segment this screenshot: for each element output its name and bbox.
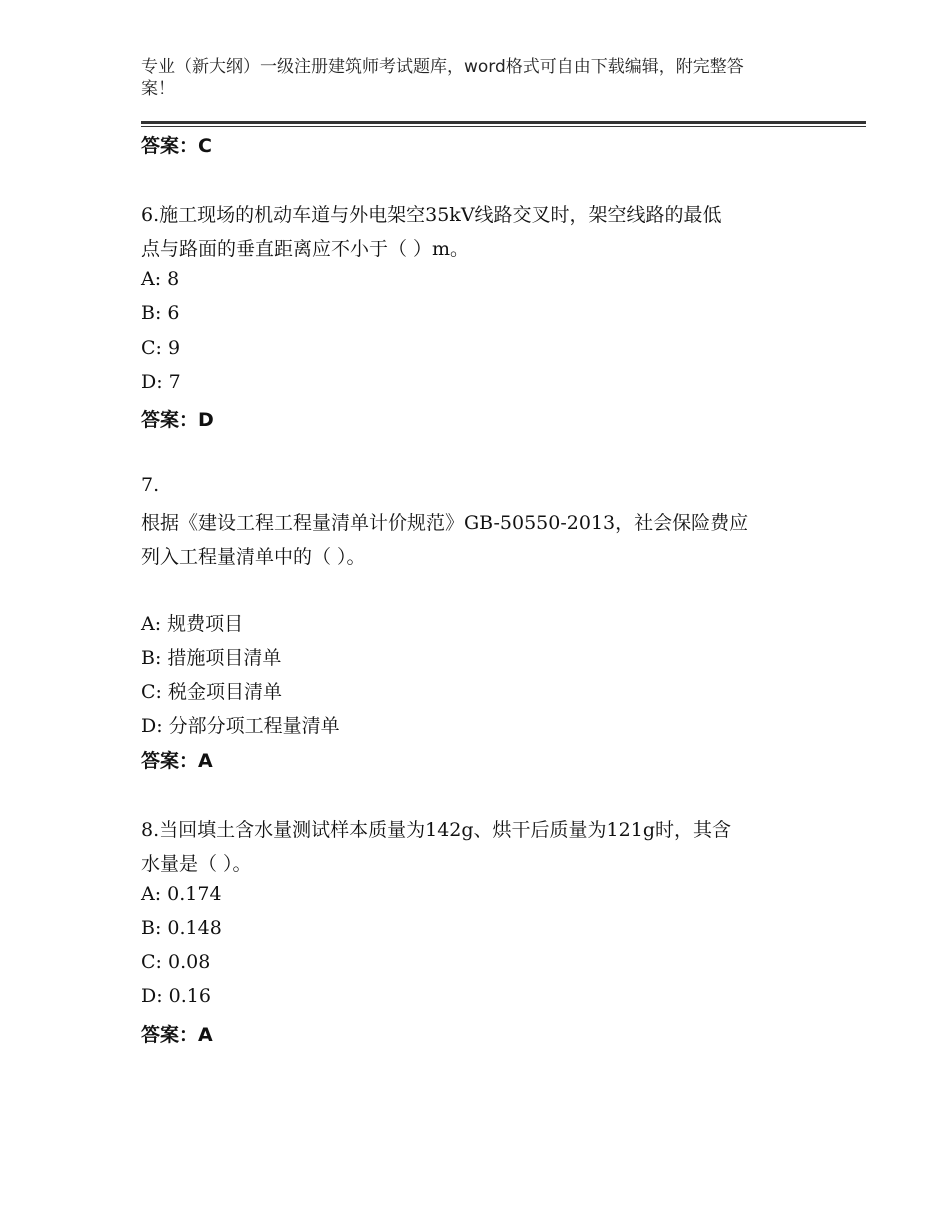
- header-line-2: 案！: [141, 79, 175, 99]
- document-header: [141, 56, 821, 100]
- q5-answer: 答案：C: [141, 135, 212, 157]
- q7-answer: 答案：A: [141, 750, 213, 772]
- q8-option-c: C: 0.08: [141, 951, 211, 973]
- q6-option-c: C: 9: [141, 337, 181, 359]
- q6-stem-line-1: 6.施工现场的机动车道与外电架空35kV线路交叉时，架空线路的最低: [141, 204, 722, 226]
- q8-answer: 答案：A: [141, 1024, 213, 1046]
- q7-option-c: C: 税金项目清单: [141, 681, 282, 703]
- header-rule-thick: [141, 121, 866, 124]
- q6-option-a: A: 8: [141, 268, 180, 290]
- q7-option-a: A: 规费项目: [141, 613, 244, 635]
- q6-option-d: D: 7: [141, 371, 181, 393]
- q7-stem-line-1: 根据《建设工程工程量清单计价规范》GB-50550-2013，社会保险费应: [141, 512, 749, 534]
- q7-stem-line-2: 列入工程量清单中的（ ）。: [141, 546, 366, 568]
- q8-option-a: A: 0.174: [141, 883, 222, 905]
- q8-stem-line-2: 水量是（ ）。: [141, 853, 252, 875]
- q6-stem-line-2: 点与路面的垂直距离应不小于（ ）m。: [141, 238, 470, 260]
- q8-option-b: B: 0.148: [141, 917, 222, 939]
- header-rule-thin: [141, 126, 866, 127]
- header-line-1: 专业（新大纲）一级注册建筑师考试题库，word格式可自由下载编辑，附完整答: [141, 57, 744, 77]
- q7-number: 7.: [141, 474, 160, 496]
- q6-option-b: B: 6: [141, 302, 180, 324]
- q7-option-d: D: 分部分项工程量清单: [141, 715, 340, 737]
- q6-answer: 答案：D: [141, 409, 214, 431]
- q8-option-d: D: 0.16: [141, 985, 211, 1007]
- q7-option-b: B: 措施项目清单: [141, 647, 282, 669]
- q8-stem-line-1: 8.当回填土含水量测试样本质量为142g、烘干后质量为121g时，其含: [141, 819, 731, 841]
